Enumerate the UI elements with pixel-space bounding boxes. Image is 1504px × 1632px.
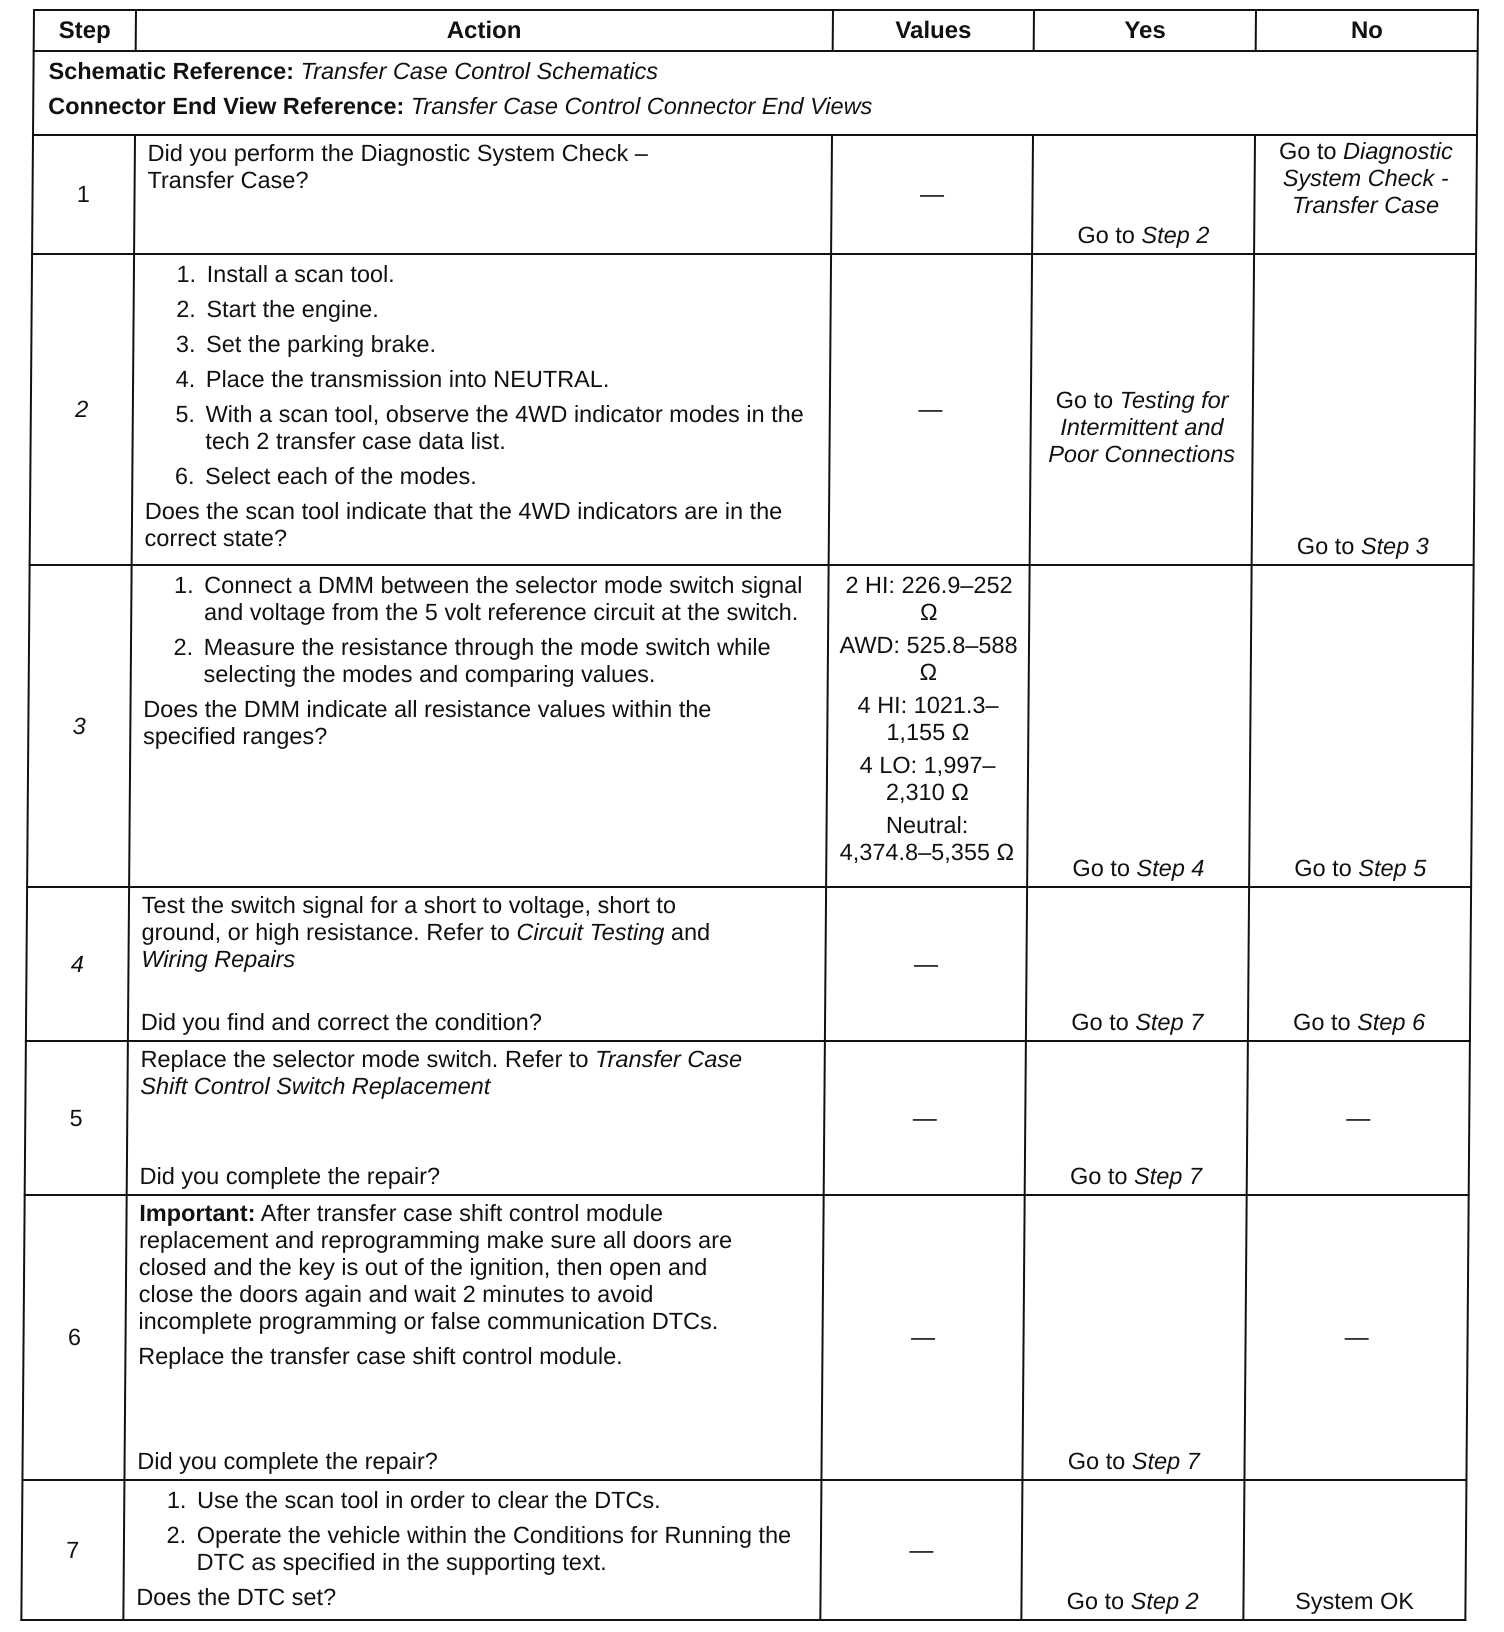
yes-cell (1022, 1480, 1245, 1620)
yes-link[interactable]: Step 2 (1141, 222, 1210, 249)
yes-cell (1026, 887, 1249, 1041)
yes-prefix: Go to (1071, 1009, 1129, 1036)
connector-link[interactable]: Transfer Case Control Connector End Views (410, 93, 873, 120)
value-cell (828, 254, 1032, 565)
action-cell (123, 1480, 821, 1620)
diagnostic-table (20, 9, 1479, 1621)
reference-row (33, 51, 1478, 135)
value-cell (820, 1480, 1023, 1620)
procedure-item: 2. Measure the resistance through the mode switch while selecting the modes and comparing values. (199, 634, 818, 688)
action-cell (124, 1195, 823, 1480)
yes-prefix: Go to (1069, 1163, 1128, 1190)
no-cell (1252, 254, 1476, 565)
table-row-step-2 (30, 254, 1476, 565)
no-dash: — (1344, 1324, 1369, 1352)
instruction-text: Test the switch signal for a short to voltage, short to ground, or high resistance. Refer to (141, 892, 677, 946)
procedure-item: 5. With a scan tool, observe the 4WD indicator modes in the tech 2 transfer case data list. (201, 401, 820, 455)
step-number: 4 (26, 887, 129, 1041)
action-cell (134, 135, 832, 254)
header-row (34, 10, 1478, 51)
and-text: and (670, 919, 711, 946)
step-number: 1 (32, 135, 135, 254)
header-step: Step (34, 10, 136, 51)
yes-link[interactable]: Step 2 (1130, 1588, 1199, 1614)
table-row-step-4 (26, 887, 1471, 1041)
value-dash: — (913, 950, 939, 978)
connector-label: Connector End View Reference: (48, 93, 405, 120)
procedure-item: 6. Select each of the modes. (201, 463, 820, 490)
yes-prefix: Go to (1055, 387, 1114, 414)
procedure-item: 1. Connect a DMM between the selector mode switch signal and voltage from the 5 volt reference circuit at the switch. (200, 572, 819, 626)
no-cell (1243, 1480, 1466, 1620)
instruction (141, 892, 742, 973)
important-note (138, 1200, 759, 1335)
resistance-value: 4 HI: 1021.3–1,155 Ω (857, 692, 999, 746)
yes-cell (1030, 254, 1254, 565)
step-number: 2 (30, 254, 134, 565)
connector-reference (48, 93, 1462, 120)
table-row-step-5 (25, 1041, 1470, 1195)
schematic-link[interactable]: Transfer Case Control Schematics (300, 58, 659, 85)
yes-prefix: Go to (1072, 855, 1131, 882)
header-no: No (1256, 10, 1478, 51)
resistance-value: AWD: 525.8–588 Ω (839, 632, 1018, 686)
value-dash: — (919, 181, 945, 209)
yes-prefix: Go to (1077, 222, 1136, 249)
no-link[interactable]: Diagnostic System Check - Transfer Case (1282, 138, 1453, 219)
procedure-item: 1. Use the scan tool in order to clear the DTCs. (193, 1487, 812, 1514)
table-row-step-1 (32, 135, 1477, 254)
question: Did you perform the Diagnostic System Check – Transfer Case? (147, 140, 648, 194)
value-dash: — (911, 1324, 936, 1352)
value-cell (826, 565, 1030, 887)
no-prefix: Go to (1278, 138, 1337, 165)
value-dash: — (912, 1104, 937, 1132)
switch-replacement-link[interactable]: Transfer Case Shift Control Switch Replacement (140, 1046, 743, 1100)
no-prefix: Go to (1294, 855, 1352, 882)
procedure-item: 3. Set the parking brake. (202, 331, 821, 358)
no-cell (1248, 887, 1471, 1041)
yes-prefix: Go to (1067, 1448, 1126, 1475)
table-row-step-3 (27, 565, 1474, 887)
important-label: Important: (139, 1200, 256, 1227)
no-prefix: Go to (1296, 533, 1355, 560)
instruction (140, 1046, 780, 1100)
step-number: 3 (27, 565, 131, 887)
step-number: 6 (22, 1195, 126, 1480)
no-prefix: Go to (1293, 1009, 1351, 1036)
yes-cell (1032, 135, 1255, 254)
step-number: 5 (25, 1041, 128, 1195)
yes-link[interactable]: Step 7 (1135, 1009, 1204, 1036)
question: Does the DTC set? (136, 1584, 337, 1611)
header-action: Action (135, 10, 832, 51)
action-cell (129, 565, 829, 887)
yes-prefix: Go to (1066, 1588, 1125, 1614)
resistance-value: 4 LO: 1,997–2,310 Ω (859, 752, 996, 806)
important-text: After transfer case shift control module replacement and reprogramming make sure all doors are closed and the key is out of the ignition, then open and close the doors again and wait 2 minutes to avoid incomplete programming or false communication DTCs. (138, 1200, 733, 1335)
header-values: Values (832, 10, 1034, 51)
no-cell (1254, 135, 1477, 254)
procedure-list (145, 261, 822, 490)
table-row-step-6 (22, 1195, 1468, 1480)
action-cell (131, 254, 831, 565)
no-result: System OK (1295, 1588, 1415, 1614)
question: Did you find and correct the condition? (140, 1009, 542, 1036)
procedure-item: 2. Operate the vehicle within the Conditions for Running the DTC as specified in the supporting text. (192, 1522, 811, 1576)
circuit-testing-link[interactable]: Circuit Testing (516, 919, 665, 946)
no-cell (1249, 565, 1473, 887)
table-row-step-7 (21, 1480, 1466, 1620)
wiring-repairs-link[interactable]: Wiring Repairs (141, 946, 296, 973)
yes-cell (1023, 1195, 1247, 1480)
diagnostic-table-page (20, 9, 1479, 1621)
yes-link[interactable]: Step 7 (1133, 1163, 1203, 1190)
procedure-item: 2. Start the engine. (202, 296, 821, 323)
header-yes: Yes (1034, 10, 1256, 51)
yes-cell (1025, 1041, 1248, 1195)
action-cell (128, 887, 826, 1041)
no-link[interactable]: Step 5 (1358, 855, 1427, 882)
value-cell (831, 135, 1033, 254)
value-dash: — (909, 1536, 934, 1564)
value-cell (825, 887, 1028, 1041)
question: Does the DMM indicate all resistance values within the specified ranges? (142, 696, 712, 750)
question: Does the scan tool indicate that the 4WD indicators are in the correct state? (144, 498, 783, 552)
question: Did you complete the repair? (139, 1163, 441, 1190)
resistance-value: Neutral: 4,374.8–5,355 Ω (839, 812, 1015, 866)
schematic-label: Schematic Reference: (48, 58, 295, 85)
no-link[interactable]: Step 3 (1360, 533, 1429, 560)
value-dash: — (918, 396, 943, 424)
procedure-item: 4. Place the transmission into NEUTRAL. (202, 366, 821, 393)
no-cell (1245, 1195, 1469, 1480)
no-link[interactable]: Step 6 (1357, 1009, 1426, 1036)
no-dash: — (1346, 1104, 1371, 1132)
yes-cell (1027, 565, 1251, 887)
yes-link[interactable]: Step 4 (1136, 855, 1205, 882)
step-number: 7 (21, 1480, 124, 1620)
action-cell (126, 1041, 824, 1195)
value-cell (821, 1195, 1025, 1480)
no-cell (1247, 1041, 1470, 1195)
question: Did you complete the repair? (137, 1448, 438, 1475)
value-cell (823, 1041, 1026, 1195)
procedure-list (136, 1487, 812, 1576)
schematic-reference (48, 58, 1462, 85)
procedure-item: 1. Install a scan tool. (203, 261, 822, 288)
yes-link[interactable]: Testing for Intermittent and Poor Connections (1048, 387, 1236, 468)
procedure-list (143, 572, 819, 688)
instruction: Replace the transfer case shift control module. (138, 1343, 623, 1370)
references (33, 51, 1478, 135)
resistance-value: 2 HI: 226.9–252 Ω (845, 572, 1013, 626)
instruction-text: Replace the selector mode switch. Refer to (140, 1046, 589, 1073)
yes-link[interactable]: Step 7 (1131, 1448, 1200, 1475)
